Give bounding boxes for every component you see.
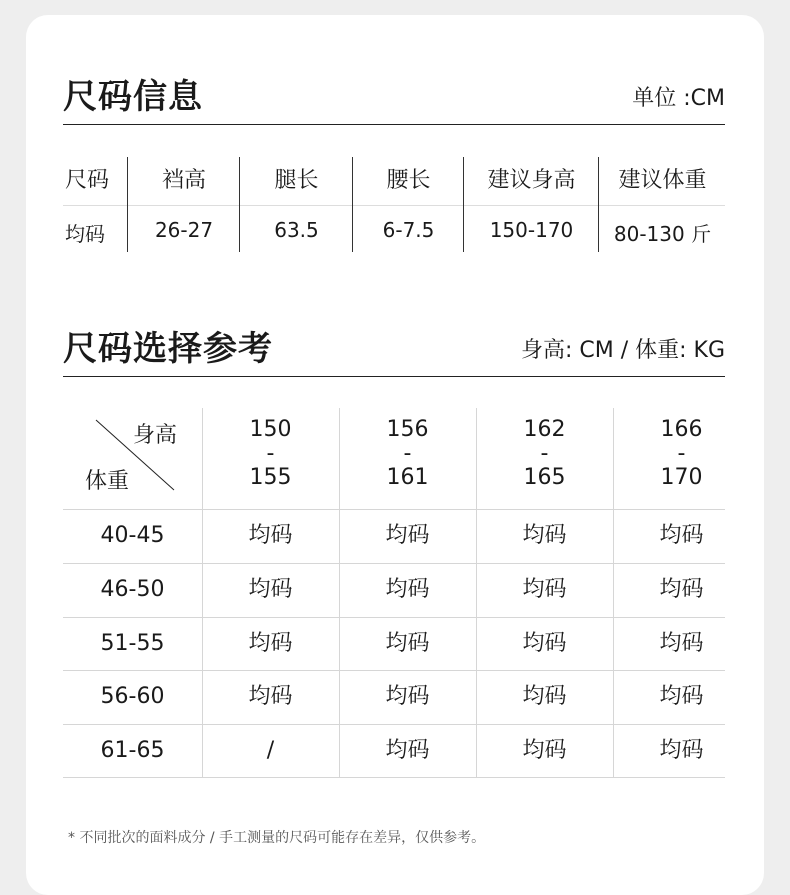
column-rise (127, 157, 240, 252)
table-cell: 均码 (659, 631, 704, 656)
height-from: 162 (523, 417, 566, 442)
table-header: 尺码 (65, 168, 110, 193)
table-header: 建议体重 (618, 168, 707, 193)
height-header (476, 418, 613, 490)
column-leg-length (239, 157, 353, 252)
table-cell: 26-27 (154, 218, 214, 242)
table-cell: 均码 (65, 222, 105, 246)
column-waist-length (352, 157, 464, 252)
height-to: 155 (249, 465, 292, 490)
table-cell: 均码 (522, 684, 567, 709)
height-header (339, 418, 476, 490)
table-cell: 均码 (659, 684, 704, 709)
table-cell: 6-7.5 (382, 218, 435, 242)
table-cell: 均码 (248, 523, 293, 548)
table-cell: 均码 (522, 577, 567, 602)
height-to: 170 (660, 465, 703, 490)
unit-label: 单位 :CM (632, 86, 725, 111)
table-header: 腿长 (274, 168, 319, 193)
column-suggested-weight (598, 157, 726, 252)
table-cell: 均码 (248, 631, 293, 656)
height-header (613, 418, 750, 490)
height-from: 166 (660, 417, 703, 442)
unit-label: 身高: CM / 体重: KG (520, 338, 725, 363)
table-cell: 均码 (522, 523, 567, 548)
table-cell: 80-130 斤 (613, 222, 712, 246)
height-from: 150 (249, 417, 292, 442)
disclaimer-note: * 不同批次的面料成分 / 手工测量的尺码可能存在差异，仅供参考。 (68, 830, 486, 846)
table-header: 腰长 (386, 168, 431, 193)
table-cell: 均码 (385, 523, 430, 548)
section-size-reference-header (63, 322, 725, 377)
table-cell: 150-170 (489, 218, 574, 242)
weight-range: 46-50 (100, 577, 165, 602)
table-cell: 均码 (659, 577, 704, 602)
weight-range: 61-65 (100, 738, 165, 763)
height-dash: - (540, 441, 549, 466)
table-cell: 均码 (385, 684, 430, 709)
corner-weight-label: 体重 (85, 469, 130, 494)
height-header (202, 418, 339, 490)
height-dash: - (677, 441, 686, 466)
table-cell: / (266, 738, 275, 763)
table-header: 建议身高 (487, 168, 576, 193)
table-cell: 63.5 (274, 218, 319, 242)
table-cell: 均码 (248, 684, 293, 709)
table-cell: 均码 (659, 523, 704, 548)
section-size-info-header (63, 70, 725, 125)
height-dash: - (266, 441, 275, 466)
section-title: 尺码信息 (63, 77, 203, 117)
size-reference-table (63, 408, 725, 778)
table-cell: 均码 (385, 631, 430, 656)
table-cell: 均码 (385, 738, 430, 763)
table-header: 裆高 (161, 168, 206, 193)
table-cell: 均码 (522, 738, 567, 763)
table-cell: 均码 (659, 738, 704, 763)
corner-height-label: 身高 (133, 423, 178, 448)
weight-range: 40-45 (100, 523, 165, 548)
size-info-table (63, 157, 725, 252)
weight-range: 56-60 (100, 684, 165, 709)
column-suggested-height (463, 157, 599, 252)
table-cell: 均码 (385, 577, 430, 602)
section-title: 尺码选择参考 (63, 329, 273, 369)
column-size (65, 157, 125, 252)
height-from: 156 (386, 417, 429, 442)
height-to: 165 (523, 465, 566, 490)
weight-range: 51-55 (100, 631, 165, 656)
table-cell: 均码 (522, 631, 567, 656)
table-cell: 均码 (248, 577, 293, 602)
height-dash: - (403, 441, 412, 466)
height-to: 161 (386, 465, 429, 490)
